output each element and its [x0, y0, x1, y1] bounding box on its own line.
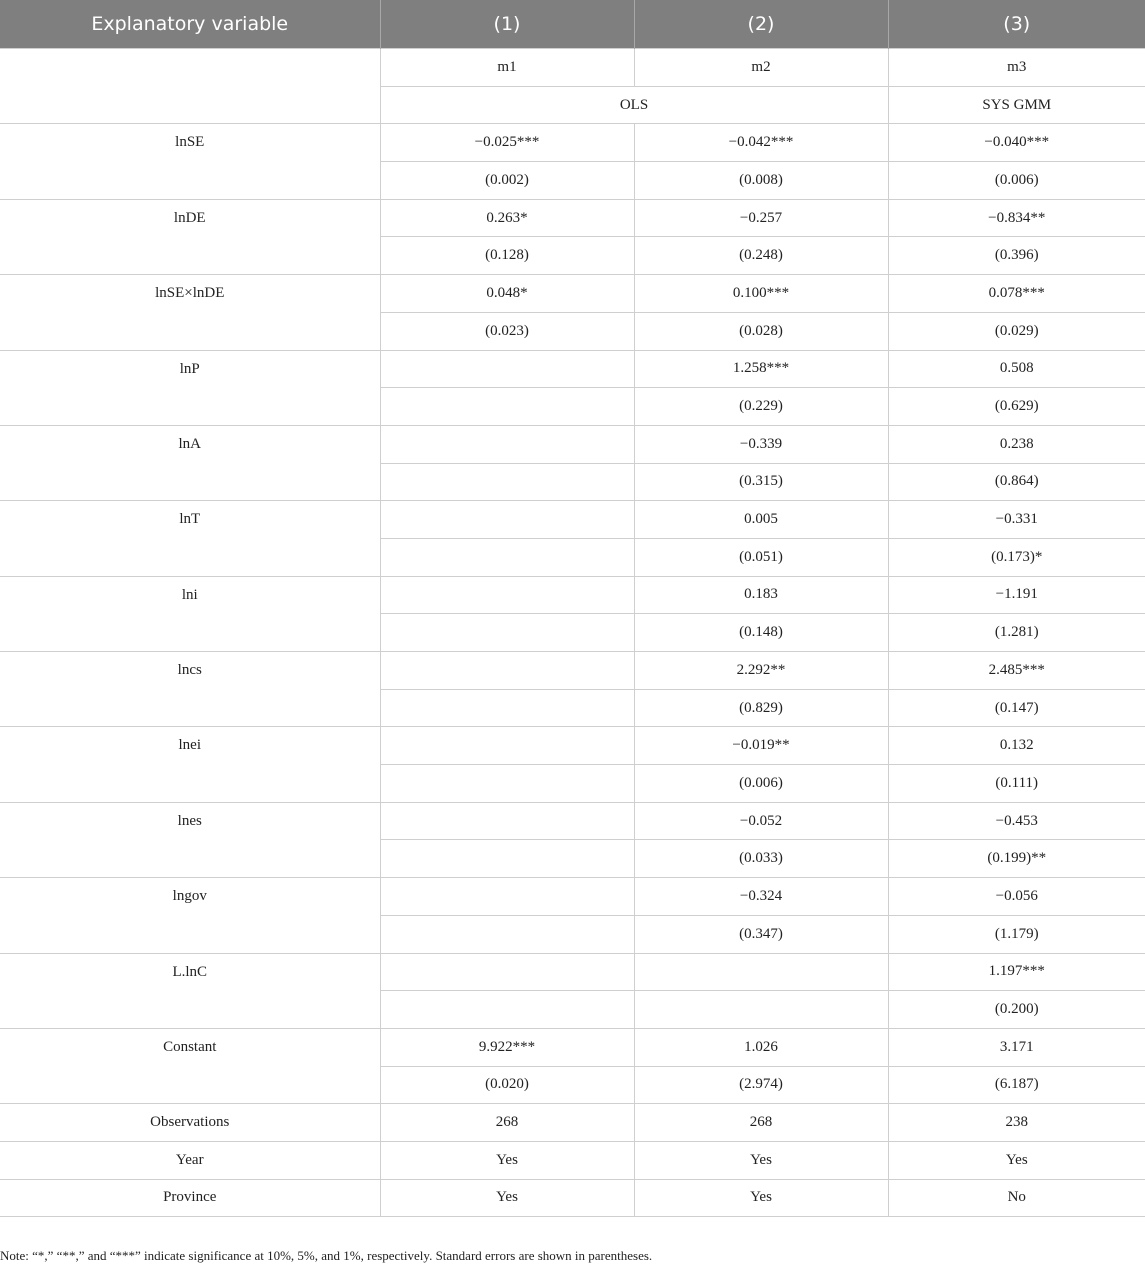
coef-cell: 0.183	[634, 576, 888, 614]
se-cell: (0.148)	[634, 614, 888, 652]
footer-row	[0, 1179, 1145, 1217]
footer-label: Province	[0, 1179, 380, 1217]
coef-cell: 9.922***	[380, 1028, 634, 1066]
coef-row	[0, 576, 1145, 614]
se-cell: (0.111)	[888, 765, 1145, 803]
coef-cell: 0.263*	[380, 199, 634, 237]
se-cell: (0.006)	[888, 162, 1145, 200]
coef-row	[0, 199, 1145, 237]
coef-cell: 0.078***	[888, 275, 1145, 313]
coef-cell: −0.052	[634, 802, 888, 840]
se-cell: (0.033)	[634, 840, 888, 878]
variable-name: lncs	[0, 652, 380, 727]
coef-cell: −0.324	[634, 878, 888, 916]
footer-value: Yes	[380, 1141, 634, 1179]
footer-value: Yes	[634, 1141, 888, 1179]
se-cell: (0.200)	[888, 991, 1145, 1029]
se-cell: (0.029)	[888, 312, 1145, 350]
coef-row	[0, 1028, 1145, 1066]
coef-cell: −0.040***	[888, 124, 1145, 162]
se-cell: (0.128)	[380, 237, 634, 275]
se-cell: (0.629)	[888, 388, 1145, 426]
header-col2: (2)	[634, 0, 888, 49]
footer-value: Yes	[380, 1179, 634, 1217]
se-cell	[380, 915, 634, 953]
model-row	[0, 49, 1145, 87]
variable-name: lnei	[0, 727, 380, 802]
coef-row	[0, 501, 1145, 539]
method-ols: OLS	[380, 86, 888, 124]
model-m2: m2	[634, 49, 888, 87]
coef-cell: 0.048*	[380, 275, 634, 313]
coef-cell: 1.258***	[634, 350, 888, 388]
coef-cell: 0.005	[634, 501, 888, 539]
coef-cell: −0.257	[634, 199, 888, 237]
footer-value: 268	[634, 1104, 888, 1142]
coef-cell: −0.042***	[634, 124, 888, 162]
se-cell: (0.248)	[634, 237, 888, 275]
se-cell	[380, 840, 634, 878]
coef-row	[0, 878, 1145, 916]
footer-row	[0, 1104, 1145, 1142]
footer-value: Yes	[634, 1179, 888, 1217]
se-cell	[380, 689, 634, 727]
coef-cell: −0.331	[888, 501, 1145, 539]
footer-label: Year	[0, 1141, 380, 1179]
coef-cell: 0.238	[888, 425, 1145, 463]
footer-row	[0, 1141, 1145, 1179]
variable-name: lnP	[0, 350, 380, 425]
variable-name: L.lnC	[0, 953, 380, 1028]
se-cell: (6.187)	[888, 1066, 1145, 1104]
se-cell: (0.023)	[380, 312, 634, 350]
coef-row	[0, 802, 1145, 840]
variable-name: lnA	[0, 425, 380, 500]
coef-cell: −0.025***	[380, 124, 634, 162]
coef-cell	[380, 425, 634, 463]
coef-cell: 1.026	[634, 1028, 888, 1066]
se-cell	[380, 538, 634, 576]
coef-cell	[380, 727, 634, 765]
coef-row	[0, 425, 1145, 463]
se-cell: (0.028)	[634, 312, 888, 350]
se-cell	[380, 991, 634, 1029]
coef-cell: −0.834**	[888, 199, 1145, 237]
coef-row	[0, 124, 1145, 162]
se-cell: (0.008)	[634, 162, 888, 200]
coef-cell	[634, 953, 888, 991]
footer-value: 268	[380, 1104, 634, 1142]
coef-cell: 1.197***	[888, 953, 1145, 991]
model-m3: m3	[888, 49, 1145, 87]
coef-cell	[380, 878, 634, 916]
variable-name: lnes	[0, 802, 380, 877]
coef-cell	[380, 576, 634, 614]
footer-value: No	[888, 1179, 1145, 1217]
se-cell: (2.974)	[634, 1066, 888, 1104]
se-cell: (0.147)	[888, 689, 1145, 727]
se-cell: (0.229)	[634, 388, 888, 426]
model-m1: m1	[380, 49, 634, 87]
variable-name: lnT	[0, 501, 380, 576]
coef-cell: 2.292**	[634, 652, 888, 690]
se-cell: (0.006)	[634, 765, 888, 803]
se-cell: (0.002)	[380, 162, 634, 200]
coef-row	[0, 727, 1145, 765]
se-cell: (0.347)	[634, 915, 888, 953]
se-cell: (0.020)	[380, 1066, 634, 1104]
table-note: Note: “*,” “**,” and “***” indicate significance at 10%, 5%, and 1%, respectively. Standard errors are shown in parentheses.	[0, 1248, 653, 1263]
se-cell	[380, 463, 634, 501]
coef-cell: 0.100***	[634, 275, 888, 313]
coef-cell	[380, 501, 634, 539]
method-gmm: SYS GMM	[888, 86, 1145, 124]
footer-value: Yes	[888, 1141, 1145, 1179]
variable-name: lnSE	[0, 124, 380, 199]
coef-cell: −0.056	[888, 878, 1145, 916]
coef-cell	[380, 953, 634, 991]
se-cell: (0.829)	[634, 689, 888, 727]
coef-cell: −0.339	[634, 425, 888, 463]
se-cell: (1.281)	[888, 614, 1145, 652]
coef-cell	[380, 652, 634, 690]
se-cell: (0.315)	[634, 463, 888, 501]
coef-cell: 0.508	[888, 350, 1145, 388]
variable-name: lngov	[0, 878, 380, 953]
se-cell: (0.051)	[634, 538, 888, 576]
coef-cell: 3.171	[888, 1028, 1145, 1066]
coef-cell: −0.453	[888, 802, 1145, 840]
se-cell: (1.179)	[888, 915, 1145, 953]
se-cell: (0.173)*	[888, 538, 1145, 576]
se-cell	[380, 614, 634, 652]
header-variable: Explanatory variable	[0, 0, 380, 49]
variable-name: lni	[0, 576, 380, 651]
se-cell	[380, 765, 634, 803]
se-cell: (0.199)**	[888, 840, 1145, 878]
footer-label: Observations	[0, 1104, 380, 1142]
footer-value: 238	[888, 1104, 1145, 1142]
coef-row	[0, 652, 1145, 690]
coef-cell: 0.132	[888, 727, 1145, 765]
coef-row	[0, 275, 1145, 313]
header-row	[0, 0, 1145, 49]
coef-cell	[380, 350, 634, 388]
header-col1: (1)	[380, 0, 634, 49]
coef-cell: −0.019**	[634, 727, 888, 765]
coef-cell	[380, 802, 634, 840]
se-cell: (0.864)	[888, 463, 1145, 501]
coef-cell: −1.191	[888, 576, 1145, 614]
se-cell	[634, 991, 888, 1029]
se-cell	[380, 388, 634, 426]
coef-cell: 2.485***	[888, 652, 1145, 690]
blank-cell	[0, 49, 380, 124]
coef-row	[0, 350, 1145, 388]
variable-name: Constant	[0, 1028, 380, 1103]
header-col3: (3)	[888, 0, 1145, 49]
se-cell: (0.396)	[888, 237, 1145, 275]
variable-name: lnSE×lnDE	[0, 275, 380, 350]
coef-row	[0, 953, 1145, 991]
variable-name: lnDE	[0, 199, 380, 274]
